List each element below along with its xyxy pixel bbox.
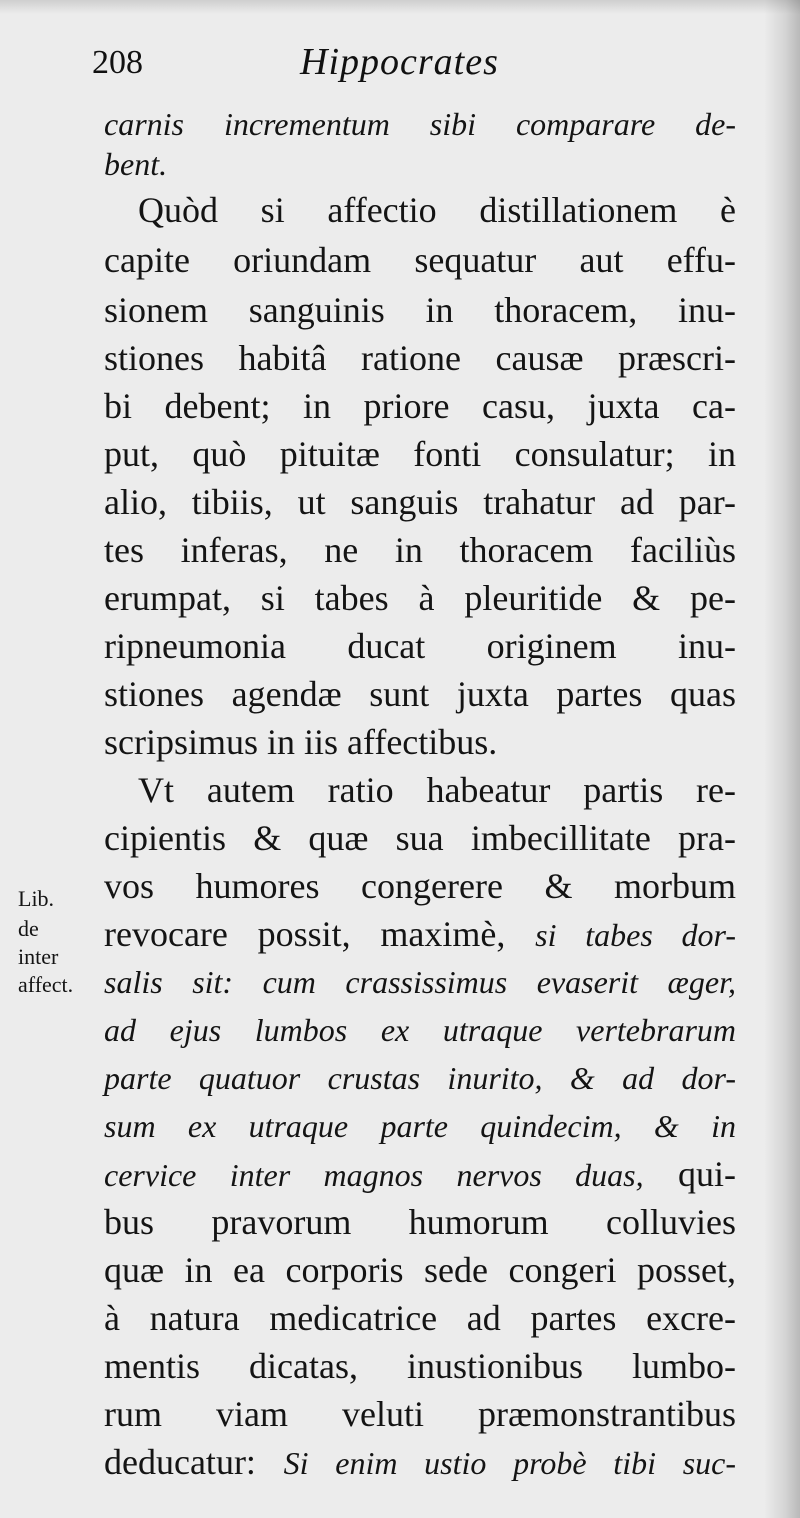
text-line: cipientis & quæ sua imbecillitate pra-: [104, 818, 736, 858]
text-line: [104, 1154, 736, 1198]
text-segment-roman: revocare possit, maximè,: [104, 914, 536, 954]
paragraph-first-line: Quòd si affectio distillationem è: [138, 190, 736, 230]
text-line: mentis dicatas, inustionibus lumbo-: [104, 1346, 736, 1386]
text-line: bi debent; in priore casu, juxta ca-: [104, 386, 736, 426]
text-line: carnis incrementum sibi comparare de-: [104, 106, 736, 142]
text-line: [104, 914, 736, 958]
text-line: put, quò pituitæ fonti consulatur; in: [104, 434, 736, 474]
text-line: capite oriundam sequatur aut effu-: [104, 240, 736, 280]
running-title: Hippocrates: [300, 41, 499, 83]
text-line: sum ex utraque parte quindecim, & in: [104, 1108, 736, 1144]
text-line: salis sit: cum crassissimus evaserit æger,: [104, 964, 736, 1000]
text-segment-italic: Si enim ustio probè tibi suc-: [283, 1445, 737, 1481]
text-segment-roman: deducatur:: [104, 1442, 284, 1482]
text-segment-italic: cervice inter magnos nervos duas,: [104, 1157, 644, 1193]
text-line: ad ejus lumbos ex utraque vertebrarum: [104, 1012, 736, 1048]
text-line: ripneumonia ducat originem inu-: [104, 626, 736, 666]
text-line: parte quatuor crustas inurito, & ad dor-: [104, 1060, 736, 1096]
text-line: tes inferas, ne in thoracem faciliùs: [104, 530, 736, 570]
margin-note-line: Lib.: [18, 886, 55, 911]
text-segment-italic: si tabes dor-: [535, 917, 736, 953]
text-line: stiones agendæ sunt juxta partes quas: [104, 674, 736, 714]
text-line: bent.: [104, 146, 168, 182]
text-line: vos humores congerere & morbum: [104, 866, 736, 906]
paragraph-first-line: Vt autem ratio habeatur partis re-: [138, 770, 736, 810]
margin-note-line: inter: [18, 944, 59, 969]
text-line: sionem sanguinis in thoracem, inu-: [104, 290, 736, 330]
margin-note-line: de: [18, 916, 39, 941]
margin-note-line: affect.: [18, 972, 74, 997]
text-line: scripsimus in iis affectibus.: [104, 722, 498, 762]
text-line: [104, 1442, 736, 1486]
page-top-shadow: [0, 0, 800, 14]
page-number: 208: [92, 44, 143, 81]
text-segment-roman: qui-: [643, 1154, 736, 1194]
text-line: rum viam veluti præmonstrantibus: [104, 1394, 736, 1434]
text-line: quæ in ea corporis sede congeri posset,: [104, 1250, 736, 1290]
text-line: stiones habitâ ratione causæ præscri-: [104, 338, 736, 378]
text-line: alio, tibiis, ut sanguis trahatur ad par-: [104, 482, 736, 522]
text-line: erumpat, si tabes à pleuritide & pe-: [104, 578, 736, 618]
text-line: bus pravorum humorum colluvies: [104, 1202, 736, 1242]
text-line: à natura medicatrice ad partes excre-: [104, 1298, 736, 1338]
page-gutter-shadow: [764, 0, 800, 1518]
